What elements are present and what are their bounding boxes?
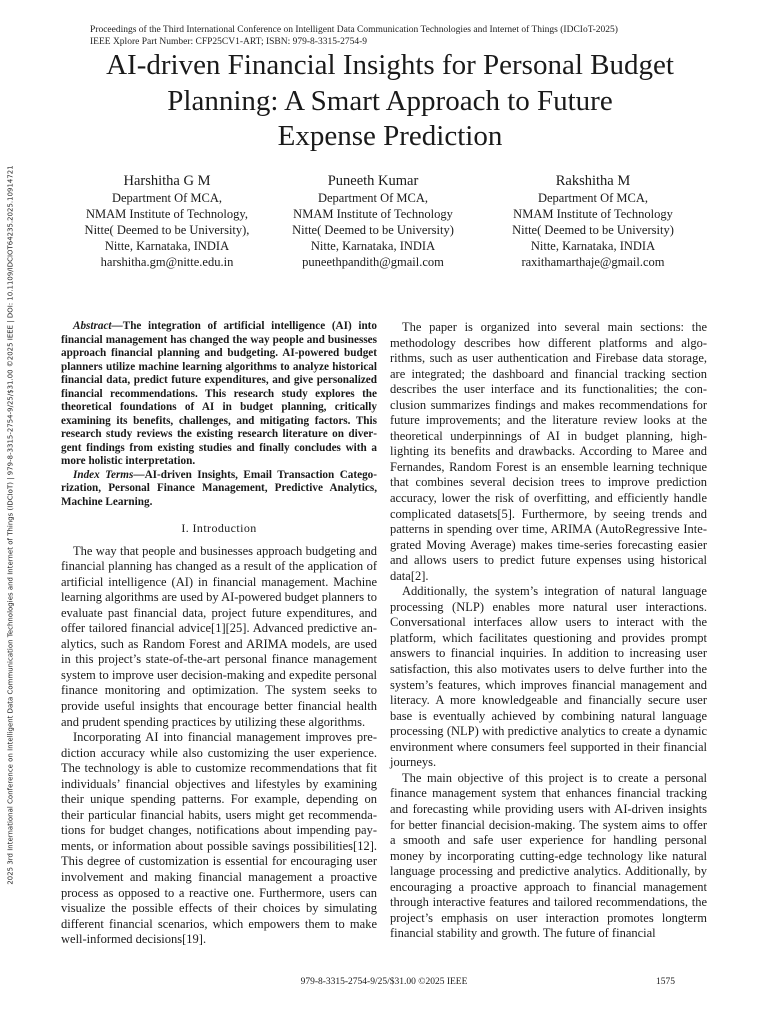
author-location: Nitte, Karnataka, INDIA	[310, 239, 436, 253]
page-number: 1575	[656, 977, 675, 987]
isbn-line: IEEE Xplore Part Number: CFP25CV1-ART; ISBN: 979-8-3315-2754-9	[90, 36, 368, 47]
author-department: Department Of MCA,	[537, 191, 649, 205]
abstract-label: Abstract	[73, 320, 112, 332]
proceedings-line: Proceedings of the Third International Conference on Intelligent Data Communication Technologies and Internet of Things (IDCIoT-2025)	[90, 25, 618, 35]
author-university: Nitte( Deemed to be University),	[84, 223, 250, 237]
author-university: Nitte( Deemed to be University)	[512, 223, 674, 237]
author-email: harshitha.gm@nitte.edu.in	[100, 255, 234, 269]
body-paragraph: The paper is organized into several main sections: the methodology describes how different platforms and algorithms, such as user authentication and Firebase data storage, are integrated; the dashboard and financial tracking section describes the user interface and its functionalities; the conclusion summarizes findings and makes recommendations for future improvements; and the literature review looks at the theoretical underpinnings of AI in budget planning, highlighting its benefits and drawbacks. According to Maree and Fernandes, Random Forest is an ensemble learning technique that combines several decision trees to improve prediction accuracy, lower the risk of overfitting, and efficiently handle complicated datasets[5]. Furthermore, by seeing trends and patterns in spending over time, ARIMA (AutoRegressive Integrated Moving Average) makes time-series forecasting easier and allows users to predict future expenses using historical data[2].	[390, 320, 707, 583]
author-institute: NMAM Institute of Technology	[513, 207, 673, 221]
title-line-3: Expense Prediction	[277, 120, 503, 152]
body-paragraph: The main objective of this project is to create a personal finance management system that enhances financial tracking and forecasting while providing users with AI-driven insights for better financial decision-making. The system aims to offer a smooth and safe user experience for handling personal money by incorporating cutting-edge technology like natural language processing and predictive analytics. Additionally, by encouraging a proactive approach to financial management through interactive features and tailored recommendations, the project’s emphasis on user interaction promotes longterm financial stability and growth. The future of financial	[390, 770, 707, 941]
author-email: raxithamarthaje@gmail.com	[521, 255, 665, 269]
author-location: Nitte, Karnataka, INDIA	[104, 239, 230, 253]
author-university: Nitte( Deemed to be University)	[292, 223, 454, 237]
paper-title	[60, 48, 720, 155]
title-line-2: Planning: A Smart Approach to Future	[167, 84, 613, 117]
side-doi-strip	[1, 80, 21, 970]
body-paragraph: Additionally, the system’s integration of natural language processing (NLP) enables more natural user interactions. Conversational interfaces allow users to interact with the platform, which facilitates questioning and provides prompt answers to financial inquiries. In addition to increasing user satisfaction, this also motivates users to delve further into the system’s features, which improves financial management and literacy. A more knowledgeable and financially secure user base is eventually achieved by combining natural language processing (NLP) with predictive analytics to create a dynamic environment where consumers feel supported in their financial journeys.	[390, 584, 707, 770]
author-email: puneethpandith@gmail.com	[302, 255, 444, 269]
author-location: Nitte, Karnataka, INDIA	[530, 239, 656, 253]
left-column	[61, 320, 377, 948]
author-3	[486, 172, 700, 270]
abstract-text: —The integration of artificial intelligence (AI) into financial management has changed the way people and businesses approach financial planning and budgeting. AI-powered budget planners utilize machine learning algorithms to analyze historical financial data, predict future expenditures, and give personalized financial recommendations. This research study explores the theoretical foundations of AI in budget planning, critically examining its benefits, challenges, and mitigating factors. This research study reviews the existing research literature on divergent findings from existing studies and finally concludes with a more holistic interpretation.	[61, 320, 377, 467]
title-line-1: AI-driven Financial Insights for Personal Budget	[106, 49, 674, 81]
author-name: Harshitha G M	[123, 173, 211, 189]
side-doi-text: 2025 3rd International Conference on Intelligent Data Communication Technologies and Internet of Things (IDCIoT) | 979-8-3315-2754-9/25/$31.00 ©2025 IEEE | DOI: 10.1109/IDCIOT64235.2025.10914721	[7, 165, 16, 885]
body-paragraph: Incorporating AI into financial management improves prediction accuracy while also customizing the user experience. The technology is able to customize recommendations that fit individuals’ financial objectives and lifestyles by examining their unique spending patterns. For example, depending on their particular financial habits, users might get recommendations for budget changes, notifications about impending payments, or information about possible savings possibilities[12]. This degree of customization is essential for encouraging user involvement and making financial management a proactive process as opposed to a reactive one. Furthermore, users can visualize the possible effects of their choices by simulating different financial scenarios, which empowers them to make well-informed decisions[19].	[61, 730, 377, 947]
author-1	[60, 172, 274, 270]
author-department: Department Of MCA,	[111, 191, 223, 205]
author-institute: NMAM Institute of Technology,	[86, 207, 248, 221]
index-terms-text: —AI-driven Insights, Email Transaction Categorization, Personal Finance Management, Predictive Analytics, Machine Learning.	[61, 468, 377, 508]
footer-copyright: 979-8-3315-2754-9/25/$31.00 ©2025 IEEE	[300, 977, 468, 987]
section-heading: I. Introduction	[181, 521, 257, 535]
author-department: Department Of MCA,	[317, 191, 429, 205]
abstract	[61, 320, 377, 469]
author-institute: NMAM Institute of Technology	[293, 207, 453, 221]
author-name: Puneeth Kumar	[327, 173, 419, 189]
index-terms	[61, 469, 377, 510]
body-paragraph: The way that people and businesses approach budgeting and financial planning has changed as a result of the application of artificial intelligence (AI) in financial management. Machine learning algorithms are used by AI-powered budget planners to evaluate past financial data, project future expenditures, and offer tailored financial advice[1][25]. Advanced predictive analytics, such as Random Forest and ARIMA models, are used in this project’s state-of-the-art personal finance management system to improve user decision-making and expedite personal finance monitoring and optimization. The system seeks to provide useful insights that encourage better financial health and prudent spending practices by utilizing these algorithms.	[61, 543, 377, 729]
index-terms-label: Index Terms	[73, 468, 134, 481]
right-column	[390, 320, 707, 942]
author-block	[60, 172, 730, 274]
proceedings-header	[90, 25, 618, 49]
author-2	[266, 172, 480, 270]
author-name: Rakshitha M	[555, 173, 631, 189]
